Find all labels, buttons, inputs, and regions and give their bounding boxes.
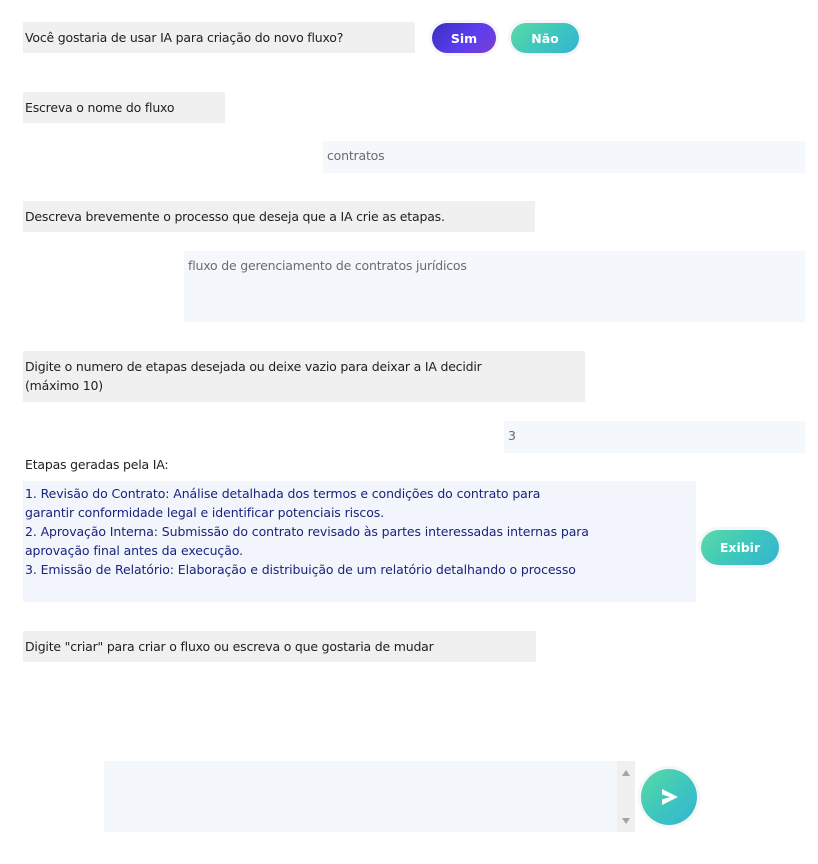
no-button[interactable] <box>511 23 579 53</box>
generated-steps-heading: Etapas geradas pela IA: <box>25 457 169 472</box>
chat-input-scrollbar[interactable] <box>617 761 635 832</box>
yes-button-label: Sim <box>450 30 478 46</box>
generated-steps-list <box>23 481 696 602</box>
send-arrow-icon <box>658 786 680 808</box>
step-count-label-line1: Digite o numero de etapas desejada ou deixe vazio para deixar a IA decidir <box>25 359 482 374</box>
process-description-label: Descreva brevemente o processo que deseja que a IA crie as etapas. <box>23 201 535 232</box>
flow-name-input[interactable]: contratos <box>323 141 805 173</box>
ai-question-label: Você gostaria de usar IA para criação do novo fluxo? <box>23 22 415 53</box>
show-steps-button[interactable] <box>701 530 779 565</box>
show-steps-button-label: Exibir <box>719 540 761 555</box>
no-button-label: Não <box>531 30 559 46</box>
send-button[interactable] <box>641 769 697 825</box>
yes-button[interactable] <box>432 23 496 53</box>
scroll-down-arrow-icon[interactable] <box>622 818 630 824</box>
step-count-label-line2: (máximo 10) <box>25 378 103 393</box>
step-count-input[interactable]: 3 <box>504 421 805 453</box>
process-description-textarea[interactable]: fluxo de gerenciamento de contratos jurídicos <box>184 251 805 322</box>
step-count-label <box>23 351 585 402</box>
step-line: garantir conformidade legal e identificar potenciais riscos. <box>25 505 385 520</box>
flow-name-label: Escreva o nome do fluxo <box>23 92 225 123</box>
step-line: aprovação final antes da execução. <box>25 543 243 558</box>
chat-input-textarea[interactable] <box>104 761 617 832</box>
step-line: 1. Revisão do Contrato: Análise detalhada dos termos e condições do contrato para <box>25 486 541 501</box>
step-line: 3. Emissão de Relatório: Elaboração e distribuição de um relatório detalhando o processo <box>25 562 576 577</box>
scroll-up-arrow-icon[interactable] <box>622 770 630 776</box>
step-line: 2. Aprovação Interna: Submissão do contrato revisado às partes interessadas internas para <box>25 524 589 539</box>
final-prompt-label: Digite "criar" para criar o fluxo ou escreva o que gostaria de mudar <box>23 631 536 662</box>
